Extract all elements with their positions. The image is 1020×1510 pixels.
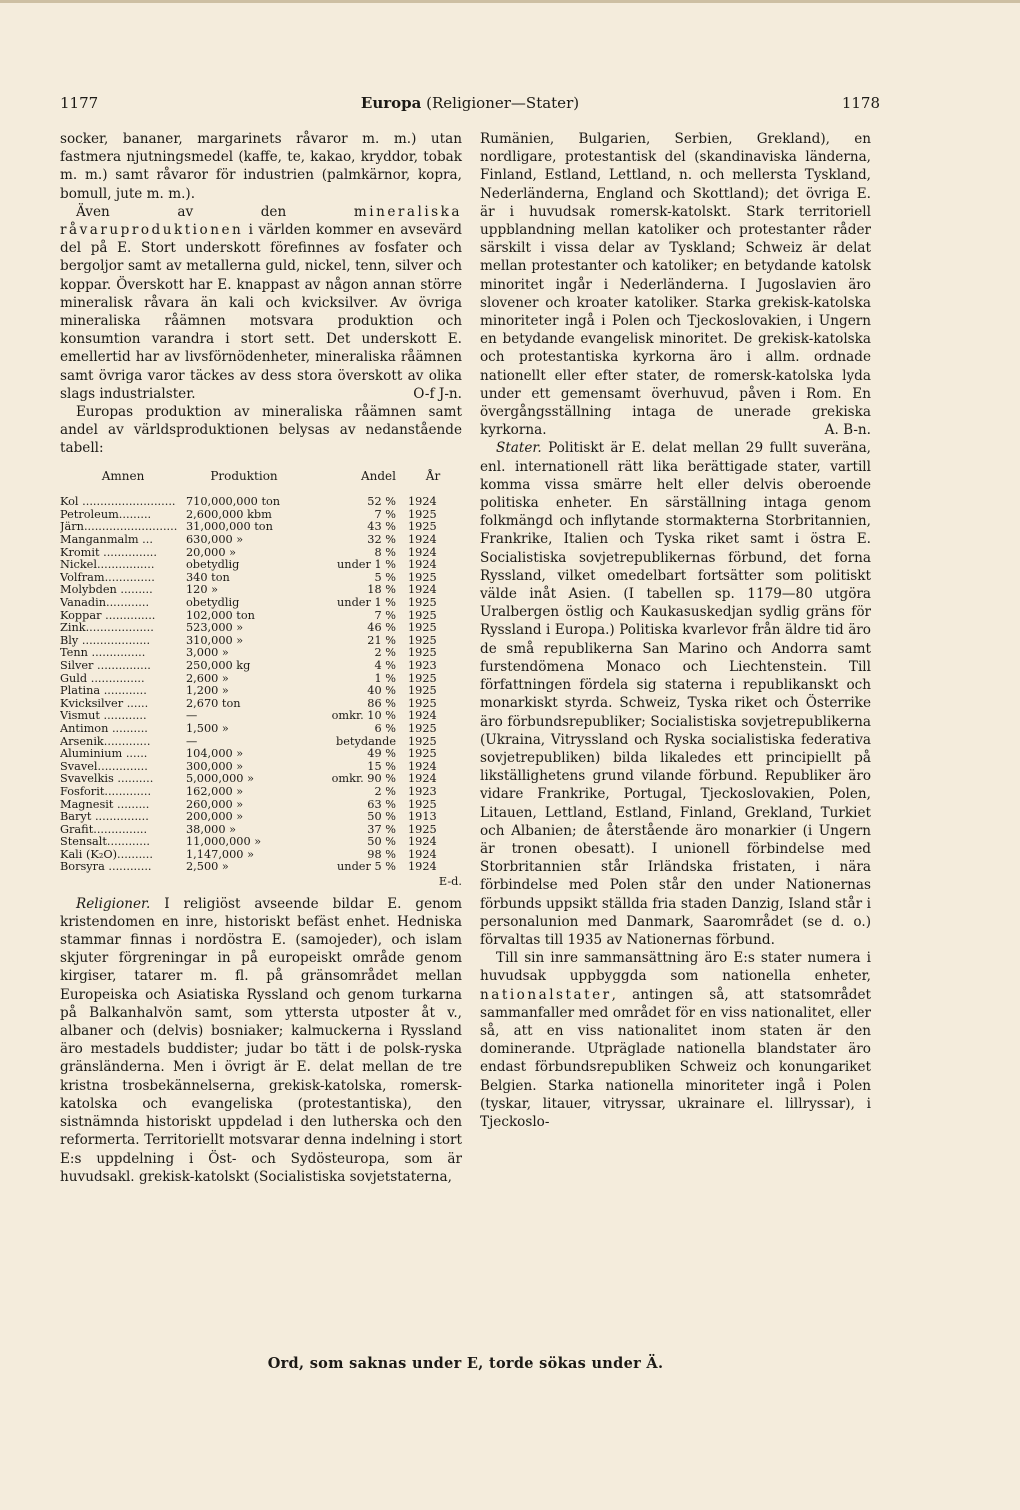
table-cell-production: 340 ton bbox=[186, 570, 230, 584]
table-cell-production: 300,000 » bbox=[186, 759, 244, 773]
table-row bbox=[60, 597, 462, 610]
table-cell-production: 523,000 » bbox=[186, 621, 244, 635]
table-row bbox=[60, 761, 462, 774]
table-cell-production: obetydlig bbox=[186, 558, 240, 572]
table-cell-year: 1924 bbox=[408, 860, 437, 874]
table-cell-production: 250,000 kg bbox=[186, 658, 251, 672]
table-row bbox=[60, 811, 462, 824]
table-cell-name: Volfram.............. bbox=[60, 571, 155, 584]
table-cell-production: 710,000,000 ton bbox=[186, 495, 281, 509]
table-cell-name: Vanadin............ bbox=[60, 597, 150, 609]
table-row bbox=[60, 748, 462, 761]
table-row bbox=[60, 496, 462, 509]
right-paragraph-3-emphasis: nationalstater bbox=[480, 986, 612, 1003]
table-cell-production: 102,000 ton bbox=[186, 608, 255, 622]
religioner-heading: Religioner. bbox=[76, 895, 151, 912]
table-cell-year: 1925 bbox=[408, 822, 437, 836]
table-cell-year: 1925 bbox=[408, 671, 437, 685]
table-cell-share: 43 % bbox=[367, 520, 396, 534]
table-cell-year: 1925 bbox=[408, 646, 437, 660]
table-cell-share: 49 % bbox=[367, 747, 396, 761]
table-cell-production: 104,000 » bbox=[186, 747, 244, 761]
table-cell-name: Järn.......................... bbox=[60, 521, 178, 534]
table-cell-name: Tenn ............... bbox=[60, 647, 146, 660]
table-row bbox=[60, 534, 462, 547]
table-cell-year: 1924 bbox=[408, 495, 437, 509]
table-cell-name: Zink................... bbox=[60, 622, 154, 635]
table-row bbox=[60, 622, 462, 635]
table-cell-year: 1925 bbox=[408, 570, 437, 584]
left-paragraph-2 bbox=[60, 203, 462, 403]
table-row bbox=[60, 647, 462, 660]
left-paragraph-2-body: i världen kommer en avsevärd del på E. Stort underskott förefinnes av fosfater och bergoljor samt av metallerna guld, nickel, tenn, silver och koppar. Överskott har E. knappast av någon annan större mineralisk råvara än kali och kvicksilver. Av övriga mineraliska råämnen motsvara produktion och konsumtion varandra i stort sett. Det underskott E. emellertid har av livsförnödenheter, mineraliska råämnen samt övriga varor täckes av dess stora överskott av olika slags industrialster. bbox=[60, 222, 462, 402]
table-cell-share: 1 % bbox=[374, 671, 396, 685]
table-cell-share: 46 % bbox=[367, 621, 396, 635]
table-row bbox=[60, 736, 462, 749]
table-header-produktion: Produktion bbox=[210, 468, 278, 483]
table-cell-year: 1924 bbox=[408, 709, 437, 723]
table-cell-name: Baryt ............... bbox=[60, 811, 149, 824]
table-cell-share: under 1 % bbox=[337, 596, 396, 609]
table-cell-name: Antimon .......... bbox=[60, 722, 148, 735]
table-row bbox=[60, 861, 462, 874]
right-column bbox=[480, 130, 871, 1131]
table-cell-name: Svavel.............. bbox=[60, 760, 148, 773]
table-row bbox=[60, 584, 462, 597]
table-cell-name: Fosforit............. bbox=[60, 785, 152, 798]
table-row bbox=[60, 849, 462, 862]
table-cell-name: Molybden ......... bbox=[60, 584, 153, 597]
table-row bbox=[60, 660, 462, 673]
table-cell-production: 1,500 » bbox=[186, 721, 229, 735]
page-header bbox=[60, 94, 880, 118]
table-cell-name: Kvicksilver ...... bbox=[60, 697, 149, 710]
table-cell-year: 1925 bbox=[408, 734, 437, 748]
table-cell-name: Bly ................... bbox=[60, 634, 151, 647]
left-paragraph-2-emphasis: mineraliska råvaruproduktionen bbox=[60, 203, 462, 239]
table-cell-name: Grafit............... bbox=[60, 823, 148, 836]
right-paragraph-stater bbox=[480, 439, 871, 949]
page-number-right: 1178 bbox=[841, 94, 880, 112]
table-cell-share: 40 % bbox=[367, 684, 396, 698]
table-cell-production: 38,000 » bbox=[186, 822, 237, 836]
table-cell-name: Guld ............... bbox=[60, 672, 145, 685]
right-paragraph-1-body: Rumänien, Bulgarien, Serbien, Grekland), en nordligare, protestantisk del (skandinaviska länderna, Finland, Estland, Lettland, n. och mellersta Tyskland, Nederländerna, England och Skottland); det övriga E. är i huvudsak romersk-katolskt. Stark territoriell uppblandning mellan katoliker och protestanter råder särskilt i vissa delar av Tyskland; Schweiz är delat mellan protestanter och katoliker; en betydande katolsk minoritet ingår i Nederländerna. I Jugoslavien äro slovener och kroater katoliker. Starka grekisk-katolska minoriteter ingå i Polen och Tjeckoslovakien, i Ungern en betydande evangelisk minoritet. De grekisk-katolska och protestantiska kyrkorna äro i allm. ordnade nationellt eller efter stater, de romersk-katolska lyda under ett gemensamt överhuvud, påven i Rom. En övergångsställning intaga de unerade grekiska kyrkorna. bbox=[480, 131, 871, 439]
table-cell-year: 1925 bbox=[408, 747, 437, 761]
table-cell-production: 630,000 » bbox=[186, 533, 244, 547]
table-cell-year: 1925 bbox=[408, 633, 437, 647]
table-cell-share: 15 % bbox=[367, 759, 396, 773]
table-header-amnen: Ämnen bbox=[101, 469, 145, 483]
table-cell-year: 1925 bbox=[408, 797, 437, 811]
table-cell-share: 18 % bbox=[367, 583, 396, 597]
table-cell-production: — bbox=[186, 709, 198, 723]
table-cell-year: 1924 bbox=[408, 558, 437, 572]
stater-heading: Stater. bbox=[496, 440, 542, 457]
table-cell-year: 1925 bbox=[408, 596, 437, 609]
table-body bbox=[60, 496, 462, 874]
table-cell-name: Manganmalm ... bbox=[60, 534, 153, 547]
table-cell-year: 1925 bbox=[408, 520, 437, 534]
table-cell-production: 310,000 » bbox=[186, 633, 244, 647]
table-cell-year: 1923 bbox=[408, 784, 437, 798]
left-paragraph-religioner bbox=[60, 895, 462, 1186]
table-cell-production: 5,000,000 » bbox=[186, 772, 254, 786]
table-cell-name: Borsyra ............ bbox=[60, 861, 152, 874]
signature-abn: A. B-n. bbox=[824, 422, 871, 439]
table-cell-share: 4 % bbox=[374, 658, 396, 672]
table-cell-production: 2,600,000 kbm bbox=[186, 507, 272, 521]
table-row bbox=[60, 559, 462, 572]
table-cell-share: 37 % bbox=[367, 822, 396, 836]
table-cell-year: 1924 bbox=[408, 545, 437, 559]
table-cell-year: 1924 bbox=[408, 759, 437, 773]
left-paragraph-3: Europas produktion av mineraliska råämnen samt andel av världsproduktionen belysas av nedanstående tabell: bbox=[60, 404, 462, 457]
table-cell-name: Arsenik............. bbox=[60, 735, 151, 748]
table-cell-name: Petroleum......... bbox=[60, 508, 152, 521]
table-cell-production: 20,000 » bbox=[186, 545, 237, 559]
table-cell-production: 2,500 » bbox=[186, 860, 229, 874]
table-cell-share: 7 % bbox=[374, 507, 396, 521]
table-cell-production: 1,147,000 » bbox=[186, 847, 254, 861]
table-cell-production: 31,000,000 ton bbox=[186, 520, 273, 534]
stater-body: Politiskt är E. delat mellan 29 fullt suveräna, enl. internationell rätt lika berättigade stater, vartill komma vissa smärre helt eller delvis oberoende politiska enheter. En särställning intaga genom folkmängd och inflytande stormakterna Storbritannien, Frankrike, Italien och Tyska riket samt i östra E. Socialistiska sovjetrepublikernas förbund, det forna Ryssland, vilket omedelbart fortsätter som politiskt välde inåt Asien. (I tabellen sp. 1179—80 utgöra Uralbergen östlig och Kaukasuskedjan sydlig gräns för Ryssland i Europa.) Politiska kvarlevor från äldre tid äro de små republikerna San Marino och Andorra samt furstendömena Monaco och Liechtenstein. Till författningen fördela sig staterna i republikanskt och monarkiskt styrda. Schweiz, Tyska riket och Österrike äro förbundsrepubliker; Socialistiska sovjetrepublikerna (Ukraina, Vitryssland och Ryska socialistiska federativa sovjetrepubliken) bilda likaledes ett principiellt på likställighetens grund vilande förbund. Republiker äro vidare Frankrike, Portugal, Tjeckoslovakien, Polen, Litauen, Lettland, Estland, Finland, Grekland, Turkiet och Albanien; de återstående äro monarkier (i Ungern är tronen obesatt). I unionell förbindelse med Storbritannien står Irländska fristaten, i nära förbindelse med Polen står den under Nationernas förbunds uppsikt ställda fria staden Danzig, Island står i personalunion med Danmark, Saarområdet (se d. o.) förvaltas till 1935 av Nationernas förbund. bbox=[480, 440, 871, 948]
table-cell-share: betydande bbox=[336, 734, 396, 748]
table-cell-share: 6 % bbox=[374, 721, 396, 735]
table-cell-share: 63 % bbox=[367, 797, 396, 811]
table-cell-year: 1923 bbox=[408, 658, 437, 672]
table-cell-production: 260,000 » bbox=[186, 797, 244, 811]
table-signature: E-d. bbox=[438, 875, 462, 889]
table-cell-share: 7 % bbox=[374, 608, 396, 622]
left-paragraph-1: socker, bananer, margarinets råvaror m. m.) utan fastmera njutningsmedel (kaffe, te, kakao, kryddor, tobak m. m.) samt råvaror för industrien (palmkärnor, kopra, bomull, jute m. m.). bbox=[60, 131, 462, 202]
table-row bbox=[60, 824, 462, 837]
table-cell-share: omkr. 90 % bbox=[331, 772, 396, 786]
table-cell-name: Stensalt............ bbox=[60, 836, 151, 849]
table-cell-name: Platina ............ bbox=[60, 685, 147, 698]
table-cell-share: 98 % bbox=[367, 847, 396, 861]
table-header-ar: År bbox=[425, 468, 441, 483]
table-cell-year: 1925 bbox=[408, 621, 437, 635]
right-paragraph-3-start: Till sin inre sammansättning äro E:s stater numera i huvudsak uppbyggda som nationella enheter, bbox=[480, 950, 871, 985]
table-row bbox=[60, 698, 462, 711]
table-cell-share: 21 % bbox=[367, 633, 396, 647]
table-row bbox=[60, 547, 462, 560]
table-row bbox=[60, 610, 462, 623]
table-cell-year: 1924 bbox=[408, 772, 437, 786]
minerals-table bbox=[60, 470, 462, 889]
table-row bbox=[60, 572, 462, 585]
table-cell-share: 52 % bbox=[367, 495, 396, 509]
running-title-rest: (Religioner—Stater) bbox=[426, 94, 580, 112]
table-cell-name: Aluminium ...... bbox=[60, 748, 148, 761]
table-cell-production: 200,000 » bbox=[186, 810, 244, 824]
table-row bbox=[60, 786, 462, 799]
signature-ofjn: O-f J-n. bbox=[413, 385, 462, 402]
table-cell-share: 2 % bbox=[374, 646, 396, 660]
table-cell-production: 3,000 » bbox=[186, 646, 229, 660]
left-paragraph-2-start: Även av den bbox=[76, 203, 354, 220]
table-cell-share: 8 % bbox=[374, 545, 396, 559]
left-column bbox=[60, 130, 462, 1186]
table-cell-name: Kromit ............... bbox=[60, 546, 157, 559]
table-cell-year: 1925 bbox=[408, 684, 437, 698]
table-cell-share: 86 % bbox=[367, 696, 396, 710]
right-paragraph-3-body: , antingen så, att statsområdet sammanfaller med området för en viss nationalitet, eller så, att en viss nationalitet inom staten är den dominerande. Utpräglade nationella blandstater äro endast förbundsrepubliken Schweiz och konungariket Belgien. Starka nationella minoriteter ingå i Polen (tyskar, litauer, vitryssar, ukrainare el. lillryssar), i Tjeckoslo- bbox=[480, 986, 871, 1130]
table-cell-year: 1925 bbox=[408, 608, 437, 622]
religioner-body: I religiöst avseende bildar E. genom kristendomen en inre, historiskt befäst enhet. Hedniska stammar finnas i nordöstra E. (samojeder), och islam skjuter förgreningar in på europeiskt område genom kirgiser, tatarer m. fl. på gränsområdet mellan Europeiska och Asiatiska Ryssland och genom turkarna på Balkanhalvön samt, som yttersta utposter åt v., albaner och (delvis) bosniaker; kalmuckerna i Ryssland äro mestadels buddister; judar bo tätt i de polsk-ryska gränsländerna. Men i övrigt är E. delat mellan de tre kristna trosbekännelserna, grekisk-katolska, romersk-katolska och evangeliska (protestantiska), den sistnämnda historiskt uppdelad i den lutherska och den reformerta. Territoriellt motsvarar denna indelning i stort E:s uppdelning i Öst- och Sydösteuropa, som är huvudsakl. grekisk-katolskt (Socialistiska sovjetstaterna, bbox=[60, 895, 462, 1185]
table-cell-share: 2 % bbox=[374, 784, 396, 798]
table-row bbox=[60, 685, 462, 698]
table-cell-share: under 1 % bbox=[337, 558, 396, 572]
table-cell-production: 162,000 » bbox=[186, 784, 244, 798]
table-row bbox=[60, 521, 462, 534]
running-title bbox=[60, 94, 880, 112]
table-cell-share: 50 % bbox=[367, 810, 396, 824]
top-edge-line bbox=[0, 0, 1020, 3]
table-cell-year: 1925 bbox=[408, 721, 437, 735]
footer-note: Ord, som saknas under E, torde sökas under Ä. bbox=[267, 1355, 664, 1372]
table-row bbox=[60, 723, 462, 736]
table-cell-production: — bbox=[186, 734, 198, 748]
table-cell-production: 2,670 ton bbox=[186, 696, 241, 710]
table-cell-name: Kali (K₂O).......... bbox=[60, 848, 153, 861]
table-row bbox=[60, 635, 462, 648]
table-cell-production: 120 » bbox=[186, 583, 219, 597]
table-row bbox=[60, 799, 462, 812]
table-cell-production: 11,000,000 » bbox=[186, 835, 262, 849]
table-cell-year: 1925 bbox=[408, 696, 437, 710]
table-cell-name: Magnesit ......... bbox=[60, 798, 150, 811]
table-cell-name: Vismut ............ bbox=[60, 710, 147, 723]
table-cell-year: 1924 bbox=[408, 583, 437, 597]
table-cell-production: 2,600 » bbox=[186, 671, 229, 685]
table-cell-share: 5 % bbox=[374, 570, 396, 584]
right-paragraph-1 bbox=[480, 130, 871, 439]
table-cell-share: 32 % bbox=[367, 533, 396, 547]
table-cell-year: 1925 bbox=[408, 507, 437, 521]
right-paragraph-3 bbox=[480, 949, 871, 1131]
table-row bbox=[60, 710, 462, 723]
table-cell-share: omkr. 10 % bbox=[331, 709, 396, 723]
page-number-left: 1177 bbox=[60, 94, 99, 112]
table-cell-share: under 5 % bbox=[337, 860, 396, 874]
table-header-row bbox=[60, 470, 462, 483]
table-cell-production: 1,200 » bbox=[186, 684, 229, 698]
table-cell-year: 1924 bbox=[408, 533, 437, 547]
table-cell-year: 1913 bbox=[408, 810, 437, 824]
table-header-andel: Andel bbox=[360, 468, 396, 483]
table-cell-name: Nickel................ bbox=[60, 559, 155, 572]
table-cell-year: 1924 bbox=[408, 835, 437, 849]
table-cell-name: Kol .......................... bbox=[60, 496, 176, 509]
table-row bbox=[60, 673, 462, 686]
table-cell-name: Svavelkis .......... bbox=[60, 773, 154, 786]
table-row bbox=[60, 773, 462, 786]
table-cell-share: 50 % bbox=[367, 835, 396, 849]
table-cell-name: Koppar .............. bbox=[60, 609, 156, 622]
table-cell-production: obetydlig bbox=[186, 596, 240, 609]
running-title-bold: Europa bbox=[360, 94, 422, 112]
table-cell-year: 1924 bbox=[408, 847, 437, 861]
table-row bbox=[60, 836, 462, 849]
table-cell-name: Silver ............... bbox=[60, 659, 151, 672]
